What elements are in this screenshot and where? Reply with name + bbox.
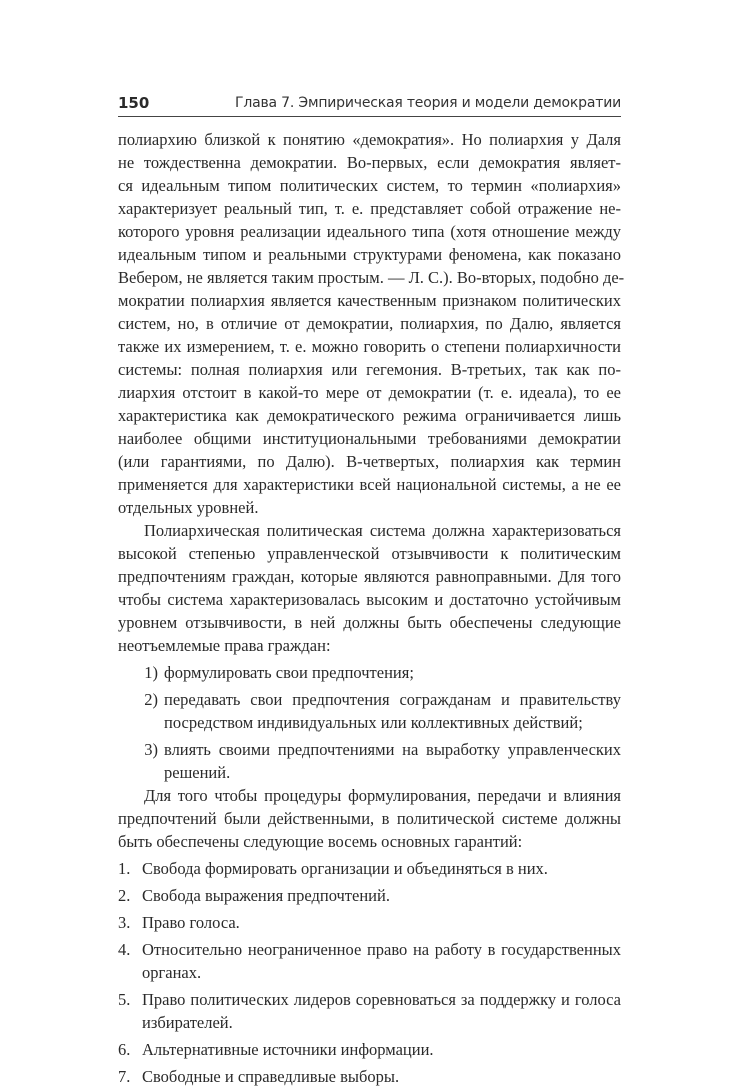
list-text [142,1065,621,1088]
paragraph-2 [118,519,621,657]
text-line: быть обеспечены следующие восемь основных гарантий: [118,832,523,851]
text-line: также их измерением, т. е. можно говорить о степени полиархичности [118,337,621,356]
text-line: Относительно неограниченное право на работу в государственных [142,940,621,959]
text-line: применяется для характеристики всей национальной системы, а не ее [118,475,621,494]
list-number: 3) [144,740,158,759]
list-text [142,884,621,907]
list-item [118,857,621,880]
text-line: Альтернативные источники информации. [142,1040,434,1059]
list-item [118,1065,621,1088]
list-text [142,911,621,934]
text-line: мократии полиархия является качественным признаком политических [118,291,621,310]
text-line: влиять своими предпочтениями на выработку управленческих [164,740,621,759]
list-number: 3. [118,913,131,932]
paragraph-3 [118,784,621,853]
text-line: высокой степенью управленческой отзывчивости к политическим [118,544,621,563]
text-line: чтобы система характеризовалась высоким и достаточно устойчивым [118,590,621,609]
list-item [118,738,621,784]
list-number: 1) [144,663,158,682]
text-line: систем, но, в отличие от демократии, полиархия, по Далю, является [118,314,621,333]
list-item [118,688,621,734]
running-header [118,92,621,117]
text-line: формулировать свои предпочтения; [164,663,414,682]
list-number: 2. [118,886,131,905]
list-number: 1. [118,859,131,878]
text-line: характеризует реальный тип, т. е. представляет собой отражение не- [118,199,621,218]
text-line: решений. [164,763,231,782]
list-text [164,688,621,734]
text-line: избирателей. [142,1013,233,1032]
rights-list [118,661,621,784]
list-text [142,857,621,880]
page-body [118,128,625,1088]
list-item [118,988,621,1034]
text-line: Вебером, не является таким простым. — Л. С.). Во-вторых, подобно де- [118,268,625,287]
text-line: полиархию близкой к понятию «демократия». Но полиархия у Даля [118,130,621,149]
text-line: Свобода выражения предпочтений. [142,886,390,905]
list-item [118,1038,621,1061]
text-line: ся идеальным типом политических систем, то термин «полиархия» [118,176,621,195]
text-line: неотъемлемые права граждан: [118,636,331,655]
list-number: 7. [118,1067,131,1086]
text-line: посредством индивидуальных или коллективных действий; [164,713,583,732]
list-text [164,661,621,684]
text-line: (или гарантиями, по Далю). В-четвертых, полиархия как термин [118,452,621,471]
text-line: Для того чтобы процедуры формулирования, передачи и влияния [144,786,621,805]
text-line: Свобода формировать организации и объединяться в них. [142,859,548,878]
text-line: характеристика как демократического режима ограничивается лишь [118,406,621,425]
page-number: 150 [118,94,150,112]
list-item [118,938,621,984]
text-line: идеальным типом и реальными структурами феномена, как показано [118,245,621,264]
paragraph-1 [118,128,625,519]
guarantees-list [118,857,621,1088]
text-line: отдельных уровней. [118,498,259,517]
text-line: которого уровня реализации идеального типа (хотя отношение между [118,222,621,241]
text-line: системы: полная полиархия или гегемония. В-третьих, так как по- [118,360,621,379]
list-text [164,738,621,784]
text-line: Свободные и справедливые выборы. [142,1067,400,1086]
text-line: Право голоса. [142,913,240,932]
text-line: уровнем отзывчивости, в ней должны быть обеспечены следующие [118,613,621,632]
text-line: предпочтений были действенными, в политической системе должны [118,809,621,828]
list-number: 5. [118,990,131,1009]
running-title: Глава 7. Эмпирическая теория и модели демократии [235,95,621,111]
list-text [142,938,621,984]
text-line: не тождественна демократии. Во-первых, если демократия являет- [118,153,621,172]
list-item [118,911,621,934]
list-text [142,1038,621,1061]
text-line: Полиархическая политическая система должна характеризоваться [144,521,621,540]
text-line: лиархия отстоит в какой-то мере от демократии (т. е. идеала), то ее [118,383,621,402]
text-line: органах. [142,963,202,982]
list-item [118,661,621,684]
list-number: 6. [118,1040,131,1059]
text-line: Право политических лидеров соревноваться за поддержку и голоса [142,990,621,1009]
list-number: 2) [144,690,158,709]
list-text [142,988,621,1034]
list-item [118,884,621,907]
text-line: передавать свои предпочтения согражданам и правительству [164,690,621,709]
text-line: предпочтениям граждан, которые являются равноправными. Для того [118,567,621,586]
list-number: 4. [118,940,131,959]
text-line: наиболее общими институциональными требованиями демократии [118,429,621,448]
